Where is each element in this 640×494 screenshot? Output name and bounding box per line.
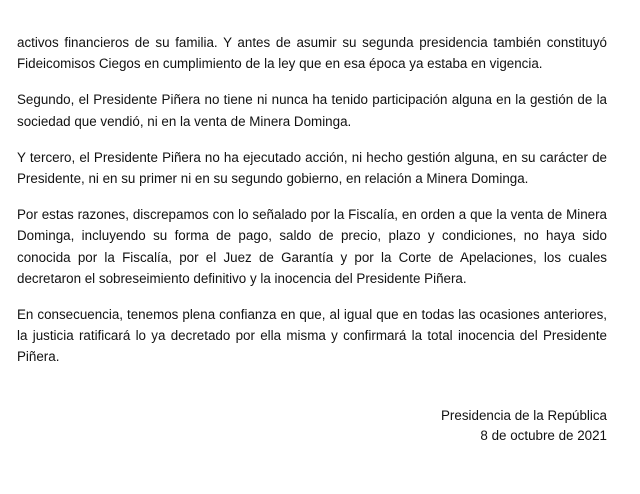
paragraph-disagreement: Por estas razones, discrepamos con lo señalado por la Fiscalía, en orden a que la venta de Minera Dominga, incluyendo su forma de pago, saldo de precio, plazo y condiciones, no haya sido conocida por la Fiscalía, por el Juez de Garantía y por la Corte de Apelaciones, los cuales decretaron el sobreseimiento definitivo y la inocencia del Presidente Piñera. — [17, 207, 607, 286]
signature-date: 8 de octubre de 2021 — [480, 428, 607, 443]
paragraph-second-point: Segundo, el Presidente Piñera no tiene ni nunca ha tenido participación alguna en la gestión de la sociedad que vendió, ni en la venta de Minera Dominga. — [17, 92, 607, 129]
paragraph-assets-blind-trusts: activos financieros de su familia. Y antes de asumir su segunda presidencia también constituyó Fideicomisos Ciegos en cumplimiento de la ley que en esa época ya estaba en vigencia. — [17, 35, 607, 72]
paragraph-third-point: Y tercero, el Presidente Piñera no ha ejecutado acción, ni hecho gestión alguna, en su carácter de Presidente, ni en su primer ni en su segundo gobierno, en relación a Minera Dominga. — [17, 149, 607, 187]
signature-block — [441, 406, 607, 446]
paragraph-conclusion: En consecuencia, tenemos plena confianza en que, al igual que en todas las ocasiones anteriores, la justicia ratificará lo ya decretado por ella misma y confirmará la total inocencia del Presidente Piñera. — [17, 307, 607, 365]
document-body — [17, 32, 607, 383]
signature-organization: Presidencia de la República — [441, 408, 607, 423]
